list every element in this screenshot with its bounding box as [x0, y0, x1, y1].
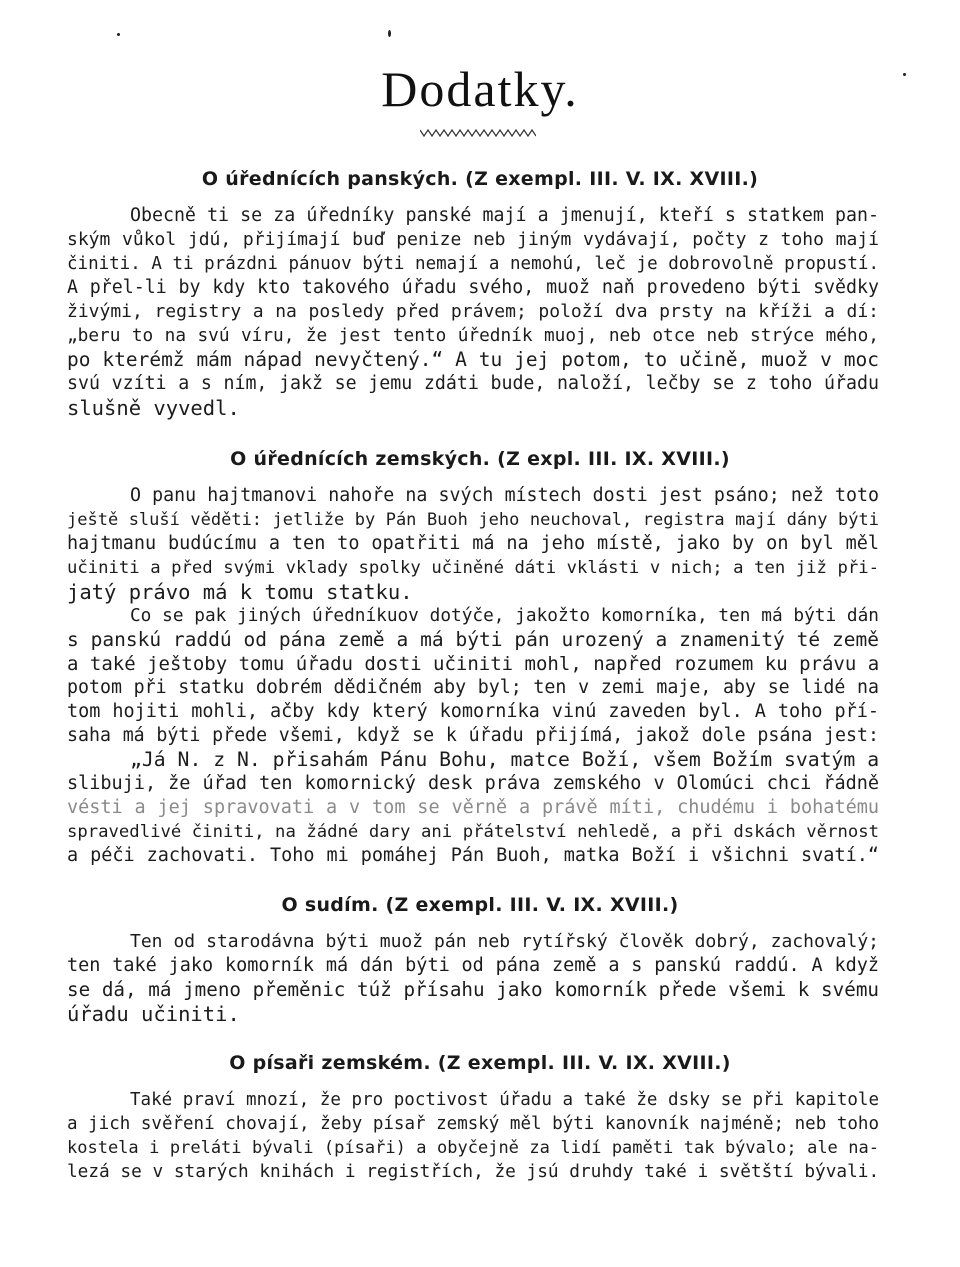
text-line: hajtmanu budúcímu a ten to opatřiti má na jeho místě, jako by on byl měl — [67, 533, 879, 554]
text-line: ským vůkol jdú, přijímají buď penize neb jiným vydávají, počty z toho mají — [67, 229, 879, 250]
text-line: a jich svěření chovají, žeby písař zemský měl býti kanovník najméně; neb toho — [67, 1114, 879, 1134]
section-heading: O úřednících zemských. (Z expl. III. IX. XVIII.) — [230, 448, 730, 470]
text-line: Také praví mnozí, že pro poctivost úřadu a také že dsky se při kapitole — [130, 1090, 879, 1110]
text-line: lezá se v starých knihách i registřích, že jsú druhdy také i světští bývali. — [67, 1162, 880, 1182]
section-heading: O písaři zemském. (Z exempl. III. V. IX. XVIII.) — [229, 1052, 731, 1074]
text-line: vésti a jej spravovati a v tom se věrně a právě míti, chudému i bohatému — [67, 797, 879, 818]
section-heading: O úřednících panských. (Z exempl. III. V. IX. XVIII.) — [201, 168, 759, 190]
text-line: potom při statku dobrém dědičném aby byl; ten v zemi maje, aby se lidé na — [67, 677, 879, 698]
text-line: ještě sluší věděti: jetliže by Pán Buoh jeho neuchoval, registra mají dány býti — [67, 510, 879, 530]
text-line: učiniti a před svými vklady spolky učiněné dáti vklásti v nich; a ten již při- — [67, 558, 879, 578]
text-line: a péči zachovati. Toho mi pomáhej Pán Buoh, matka Boží i všichni svatí.“ — [67, 845, 879, 866]
page-title: Dodatky. — [381, 61, 579, 117]
text-line: Co se pak jiných úředníkuov dotýče, jakožto komorníka, ten má býti dán — [130, 606, 879, 626]
text-line: úřadu učiniti. — [67, 1002, 240, 1026]
text-line: kostela i preláti bývali (písaři) a obyčejně za lidí paměti tak bývalo; ale na- — [67, 1138, 879, 1158]
text-line: po kterémž mám nápad nevyčtený.“ A tu jej potom, to učině, muož v moc — [67, 348, 879, 371]
text-line: Obecně ti se za úředníky panské mají a jmenují, kteří s statkem pan- — [130, 205, 879, 226]
text-line: „Já N. z N. přisahám Pánu Bohu, matce Boží, všem Božím svatým a — [130, 748, 880, 771]
text-line: slušně vyvedl. — [67, 396, 240, 420]
text-line: slibuji, že úřad ten komornický desk práva zemského v Olomúci chci řádně — [67, 773, 879, 794]
text-line: se dá, má jmeno přeměnic túž přísahu jako komorník přede všemi k svému — [67, 978, 879, 1001]
wavy-ornament-icon — [420, 128, 536, 138]
stray-mark — [388, 30, 391, 37]
text-line: a také ještoby tomu úřadu dosti učiniti mohl, napřed rozumem ku právu a — [67, 653, 880, 675]
text-line: s panskú raddú od pána země a má býti pán urozený a znamenitý té země — [67, 628, 879, 651]
text-line: činiti. A ti prázdni pánuov býti nemají a nemohú, leč je dobrovolně propustí. — [67, 254, 879, 274]
text-line: spravedlivé činiti, na žádné dary ani přátelství nehledě, a při dskách věrnost — [67, 822, 879, 842]
text-line: „beru to na svú víru, že jest tento úředník muoj, neb otce neb strýce mého, — [67, 326, 879, 346]
text-line: A přel-li by kdy kto takového úřadu svého, muož naň provedeno býti svědky — [67, 277, 879, 298]
stray-mark — [117, 33, 120, 36]
text-line: svú vzíti a s ním, jakž se jemu zdáti bude, naloží, lečby se z toho úřadu — [67, 373, 879, 394]
text-line: Ten od starodávna býti muož pán neb rytířský člověk dobrý, zachovalý; — [130, 931, 879, 952]
text-line: saha má býti přede všemi, když se k úřadu přijímá, jakož dole psána jest: — [67, 725, 879, 746]
text-line: tom hojiti mohli, ačby kdy který komorníka vinú zaveden byl. A toho pří- — [67, 701, 879, 722]
text-line: ten také jako komorník má dán býti od pána země a s panskú raddú. A když — [67, 955, 879, 976]
text-line: živými, registry a na posledy před právem; položí dva prsty na kříži a dí: — [67, 301, 879, 322]
section-heading: O sudím. (Z exempl. III. V. IX. XVIII.) — [281, 894, 679, 916]
text-line: jatý právo má k tomu statku. — [67, 580, 413, 604]
text-line: O panu hajtmanovi nahoře na svých místech dosti jest psáno; než toto — [130, 485, 879, 506]
